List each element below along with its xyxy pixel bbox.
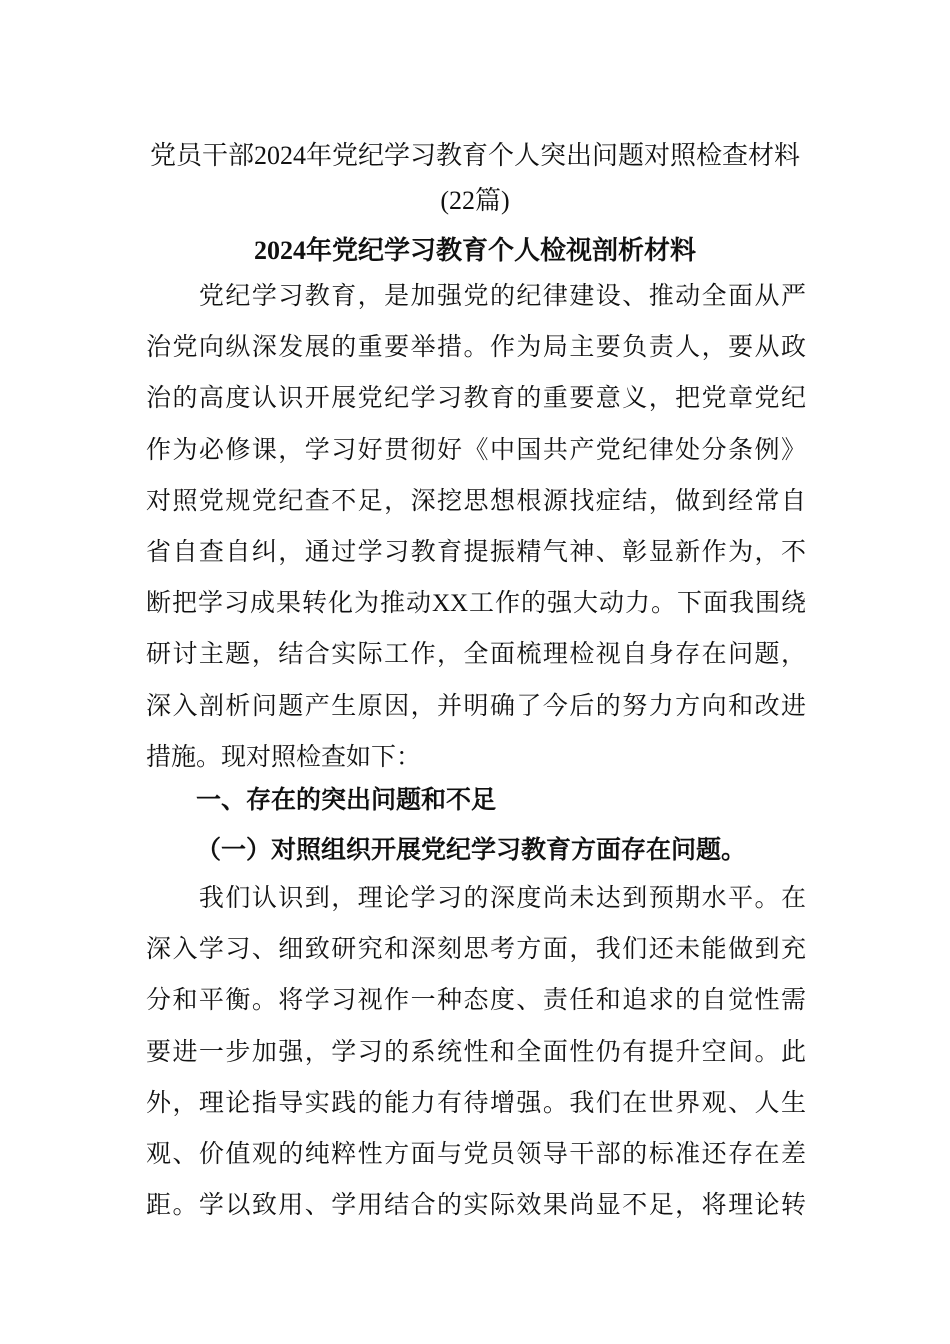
text-line: 深入剖析问题产生原因，并明确了今后的努力方向和改进 [146,692,806,720]
text-line: 研讨主题，结合实际工作，全面梳理检视自身存在问题， [146,641,806,669]
document-title: 党员干部2024年党纪学习教育个人突出问题对照检查材料 [149,141,800,170]
text-line: 作为必修课，学习好贯彻好《中国共产党纪律处分条例》 [146,436,806,464]
text-line: 断把学习成果转化为推动XX工作的强大动力。下面我围绕 [146,590,806,618]
document-subtitle: 2024年党纪学习教育个人检视剖析材料 [253,236,696,265]
intro-paragraph [146,271,806,783]
document-title-count: (22篇) [440,186,510,215]
section-heading: 一、存在的突出问题和不足 [196,787,497,814]
text-line: 治的高度认识开展党纪学习教育的重要意义，把党章党纪 [146,385,806,413]
text-line: 对照党规党纪查不足，深挖思想根源找症结，做到经常自 [146,487,806,515]
text-line: 深入学习、细致研究和深刻思考方面，我们还未能做到充 [146,936,806,964]
subsection-heading: （一）对照组织开展党纪学习教育方面存在问题。 [196,837,747,864]
text-line: 分和平衡。将学习视作一种态度、责任和追求的自觉性需 [146,987,806,1015]
text-line: 党纪学习教育，是加强党的纪律建设、推动全面从严 [146,283,806,310]
text-line: 措施。现对照检查如下： [146,743,422,771]
text-line: 观、价值观的纯粹性方面与党员领导干部的标准还存在差 [146,1140,806,1168]
text-line: 距。学以致用、学用结合的实际效果尚显不足，将理论转 [146,1192,806,1220]
text-line: 治党向纵深发展的重要举措。作为局主要负责人，要从政 [146,334,806,362]
text-line: 省自查自纠，通过学习教育提振精气神、彰显新作为，不 [146,538,806,566]
text-line: 我们认识到，理论学习的深度尚未达到预期水平。在 [146,885,806,912]
text-line: 要进一步加强，学习的系统性和全面性仍有提升空间。此 [146,1038,806,1066]
text-line: 外，理论指导实践的能力有待增强。我们在世界观、人生 [146,1089,806,1117]
body-paragraph [146,873,806,1231]
